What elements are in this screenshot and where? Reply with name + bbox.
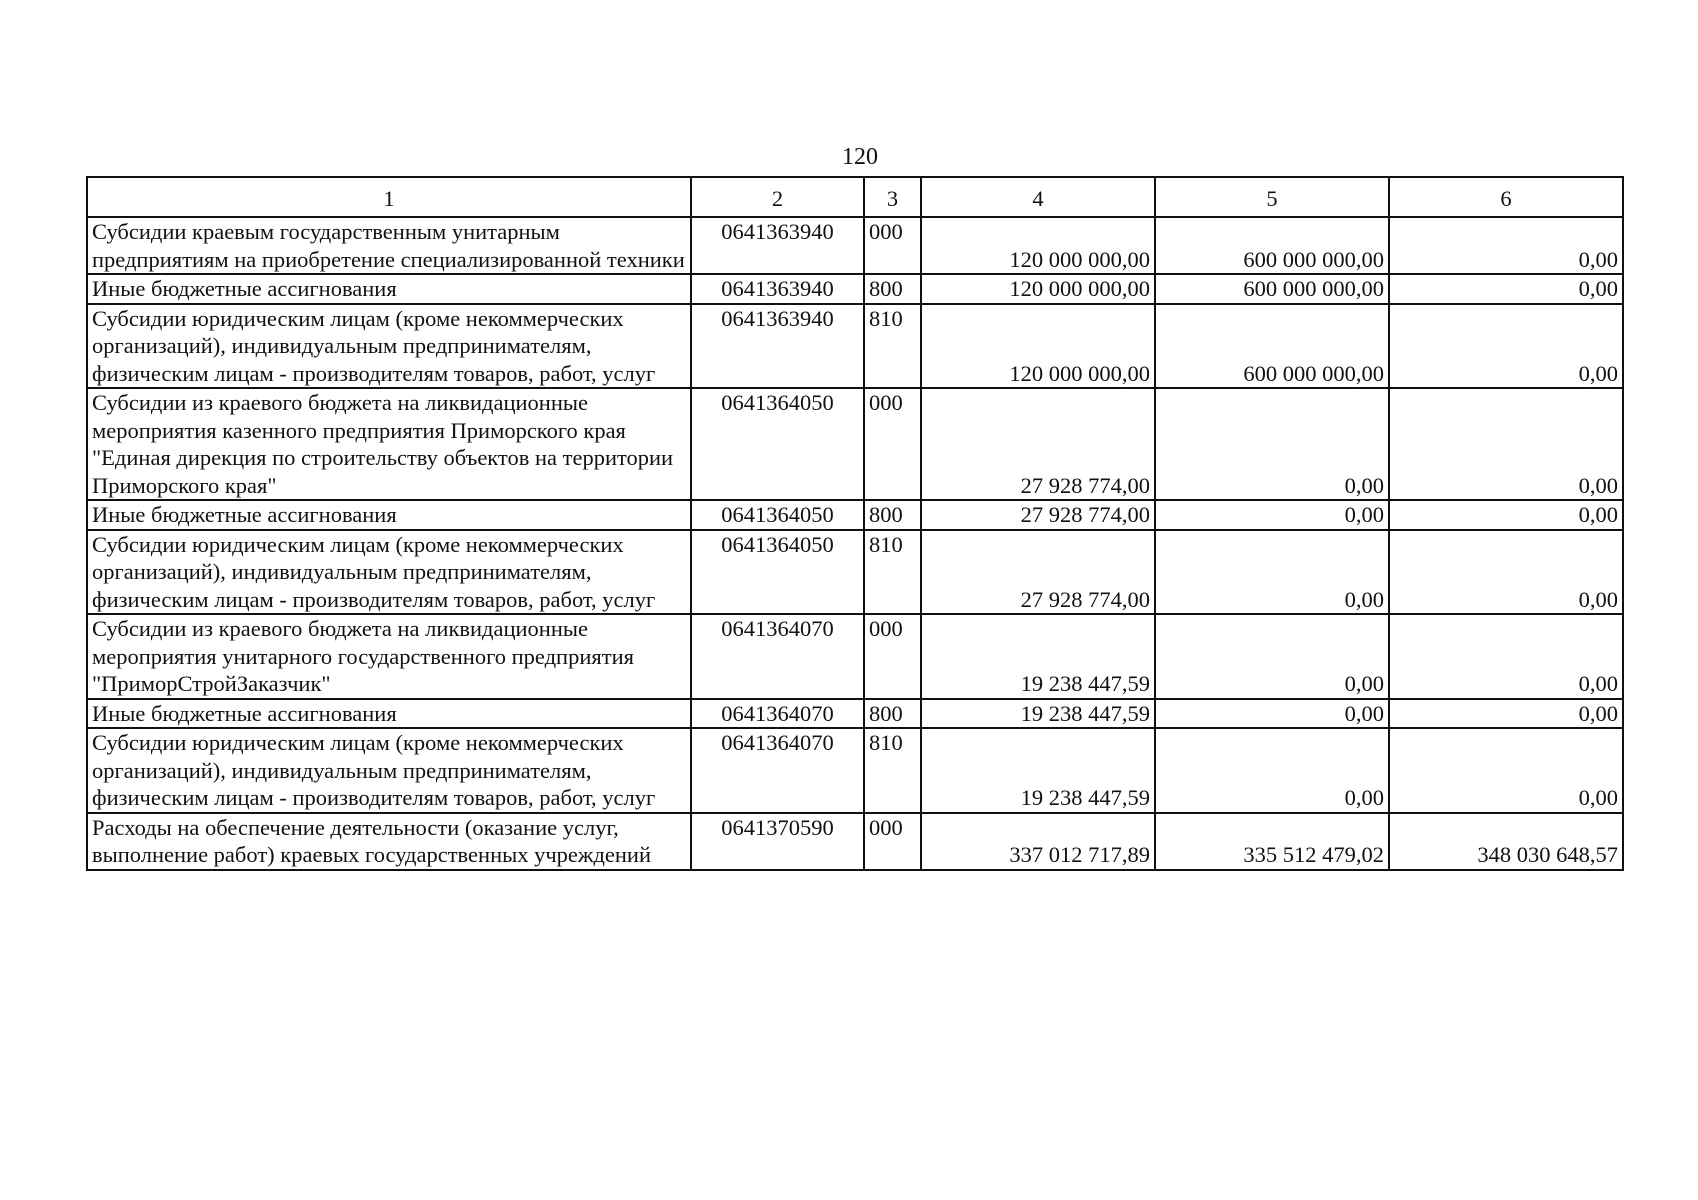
row-expense-type: 800 <box>864 699 921 729</box>
row-amount-5: 600 000 000,00 <box>1155 304 1389 389</box>
row-code: 0641364050 <box>691 530 864 615</box>
row-name: Субсидии юридическим лицам (кроме некоммерческих организаций), индивидуальным предпринимателям, физическим лицам - производителям товаров, работ, услуг <box>87 728 691 813</box>
row-code: 0641364050 <box>691 500 864 530</box>
row-code: 0641363940 <box>691 274 864 304</box>
row-expense-type: 000 <box>864 614 921 699</box>
row-amount-4: 120 000 000,00 <box>921 217 1155 274</box>
page-number: 120 <box>842 144 878 170</box>
row-expense-type: 800 <box>864 274 921 304</box>
row-amount-4: 19 238 447,59 <box>921 728 1155 813</box>
row-name: Субсидии из краевого бюджета на ликвидационные мероприятия унитарного государственного предприятия "ПриморСтройЗаказчик" <box>87 614 691 699</box>
row-expense-type: 810 <box>864 530 921 615</box>
column-header-5: 5 <box>1155 177 1389 217</box>
row-code: 0641364050 <box>691 388 864 500</box>
row-amount-5: 0,00 <box>1155 699 1389 729</box>
row-name: Расходы на обеспечение деятельности (оказание услуг, выполнение работ) краевых государственных учреждений <box>87 813 691 870</box>
row-amount-6: 348 030 648,57 <box>1389 813 1623 870</box>
row-amount-6: 0,00 <box>1389 728 1623 813</box>
table-row <box>87 217 1623 274</box>
row-amount-5: 335 512 479,02 <box>1155 813 1389 870</box>
table-row <box>87 388 1623 500</box>
row-expense-type: 800 <box>864 500 921 530</box>
row-name: Субсидии из краевого бюджета на ликвидационные мероприятия казенного предприятия Приморского края "Единая дирекция по строительству объектов на территории Приморского края" <box>87 388 691 500</box>
table-header <box>87 177 1623 217</box>
row-amount-6: 0,00 <box>1389 699 1623 729</box>
row-name: Иные бюджетные ассигнования <box>87 274 691 304</box>
row-expense-type: 810 <box>864 728 921 813</box>
row-code: 0641370590 <box>691 813 864 870</box>
row-amount-4: 19 238 447,59 <box>921 699 1155 729</box>
table-row <box>87 274 1623 304</box>
row-amount-4: 27 928 774,00 <box>921 530 1155 615</box>
row-amount-5: 0,00 <box>1155 500 1389 530</box>
row-amount-5: 600 000 000,00 <box>1155 217 1389 274</box>
row-amount-5: 0,00 <box>1155 728 1389 813</box>
row-amount-5: 600 000 000,00 <box>1155 274 1389 304</box>
column-header-4: 4 <box>921 177 1155 217</box>
row-amount-6: 0,00 <box>1389 530 1623 615</box>
column-header-6: 6 <box>1389 177 1623 217</box>
row-name: Иные бюджетные ассигнования <box>87 699 691 729</box>
budget-table <box>86 176 1624 871</box>
row-amount-5: 0,00 <box>1155 530 1389 615</box>
row-amount-4: 120 000 000,00 <box>921 274 1155 304</box>
column-header-3: 3 <box>864 177 921 217</box>
row-expense-type: 000 <box>864 813 921 870</box>
header-row <box>87 177 1623 217</box>
table-body <box>87 217 1623 870</box>
table-row <box>87 813 1623 870</box>
row-amount-6: 0,00 <box>1389 388 1623 500</box>
row-name: Субсидии краевым государственным унитарным предприятиям на приобретение специализированной техники <box>87 217 691 274</box>
row-code: 0641363940 <box>691 217 864 274</box>
row-expense-type: 810 <box>864 304 921 389</box>
row-code: 0641364070 <box>691 699 864 729</box>
row-amount-6: 0,00 <box>1389 274 1623 304</box>
row-code: 0641363940 <box>691 304 864 389</box>
row-amount-4: 120 000 000,00 <box>921 304 1155 389</box>
row-name: Субсидии юридическим лицам (кроме некоммерческих организаций), индивидуальным предпринимателям, физическим лицам - производителям товаров, работ, услуг <box>87 304 691 389</box>
table-row <box>87 614 1623 699</box>
row-amount-6: 0,00 <box>1389 217 1623 274</box>
row-amount-4: 337 012 717,89 <box>921 813 1155 870</box>
row-amount-6: 0,00 <box>1389 304 1623 389</box>
column-header-1: 1 <box>87 177 691 217</box>
row-amount-4: 19 238 447,59 <box>921 614 1155 699</box>
row-name: Субсидии юридическим лицам (кроме некоммерческих организаций), индивидуальным предпринимателям, физическим лицам - производителям товаров, работ, услуг <box>87 530 691 615</box>
row-amount-4: 27 928 774,00 <box>921 388 1155 500</box>
row-expense-type: 000 <box>864 217 921 274</box>
table-row <box>87 728 1623 813</box>
column-header-2: 2 <box>691 177 864 217</box>
row-amount-6: 0,00 <box>1389 614 1623 699</box>
table-row <box>87 500 1623 530</box>
row-code: 0641364070 <box>691 614 864 699</box>
table-row <box>87 304 1623 389</box>
row-amount-5: 0,00 <box>1155 614 1389 699</box>
table-row <box>87 699 1623 729</box>
row-name: Иные бюджетные ассигнования <box>87 500 691 530</box>
row-amount-5: 0,00 <box>1155 388 1389 500</box>
table-row <box>87 530 1623 615</box>
row-amount-4: 27 928 774,00 <box>921 500 1155 530</box>
row-code: 0641364070 <box>691 728 864 813</box>
row-amount-6: 0,00 <box>1389 500 1623 530</box>
row-expense-type: 000 <box>864 388 921 500</box>
